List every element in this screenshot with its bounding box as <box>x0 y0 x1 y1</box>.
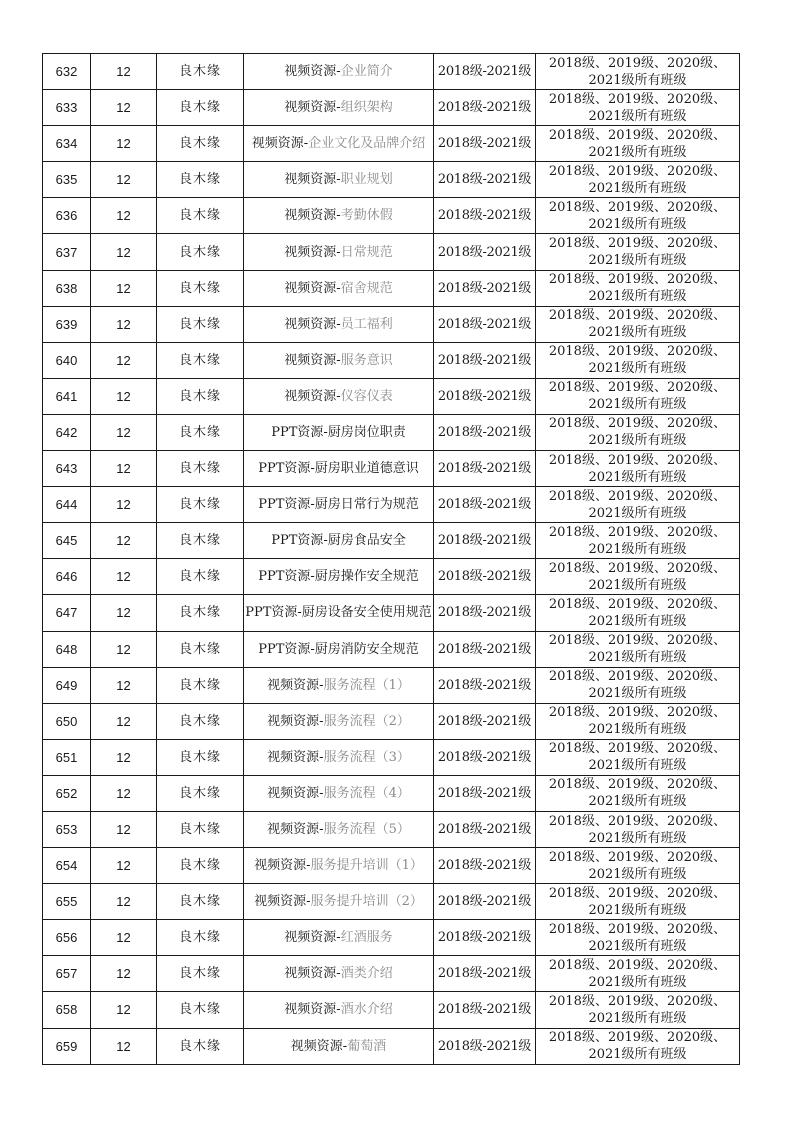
resource-title: 厨房日常行为规范 <box>314 497 419 513</box>
company-cell: 良木缘 <box>157 631 244 667</box>
resource-cell <box>244 270 434 306</box>
resource-cell <box>244 1028 434 1064</box>
company-cell: 良木缘 <box>157 739 244 775</box>
count-cell: 12 <box>91 126 157 162</box>
company-cell: 良木缘 <box>157 378 244 414</box>
grade-range-cell: 2018级-2021级 <box>434 270 536 306</box>
resource-type: 视频资源- <box>284 208 341 224</box>
class-scope-cell: 2018级、2019级、2020级、2021级所有班级 <box>536 631 740 667</box>
row-number: 655 <box>43 884 91 920</box>
table-row <box>43 270 740 306</box>
resource-type: PPT资源- <box>258 641 315 657</box>
resource-type: 视频资源- <box>254 894 311 910</box>
row-number: 658 <box>43 992 91 1028</box>
resource-cell <box>244 992 434 1028</box>
count-cell: 12 <box>91 270 157 306</box>
resource-cell <box>244 306 434 342</box>
grade-range-cell: 2018级-2021级 <box>434 523 536 559</box>
table-row <box>43 487 740 523</box>
class-scope-cell: 2018级、2019级、2020级、2021级所有班级 <box>536 162 740 198</box>
row-number: 643 <box>43 451 91 487</box>
class-scope-cell: 2018级、2019级、2020级、2021级所有班级 <box>536 378 740 414</box>
count-cell: 12 <box>91 414 157 450</box>
table-row <box>43 162 740 198</box>
class-scope-cell: 2018级、2019级、2020级、2021级所有班级 <box>536 920 740 956</box>
table-row <box>43 306 740 342</box>
table-row <box>43 342 740 378</box>
grade-range-cell: 2018级-2021级 <box>434 306 536 342</box>
resource-type: PPT资源- <box>271 424 328 440</box>
row-number: 644 <box>43 487 91 523</box>
company-cell: 良木缘 <box>157 992 244 1028</box>
grade-range-cell: 2018级-2021级 <box>434 414 536 450</box>
table-row <box>43 775 740 811</box>
company-cell: 良木缘 <box>157 956 244 992</box>
class-scope-cell: 2018级、2019级、2020级、2021级所有班级 <box>536 270 740 306</box>
table-row <box>43 1028 740 1064</box>
count-cell: 12 <box>91 54 157 90</box>
grade-range-cell: 2018级-2021级 <box>434 667 536 703</box>
company-cell: 良木缘 <box>157 270 244 306</box>
company-cell: 良木缘 <box>157 775 244 811</box>
class-scope-cell: 2018级、2019级、2020级、2021级所有班级 <box>536 451 740 487</box>
grade-range-cell: 2018级-2021级 <box>434 162 536 198</box>
resource-title: 服务流程（1） <box>323 677 410 693</box>
resource-type: 视频资源- <box>284 1002 341 1018</box>
grade-range-cell: 2018级-2021级 <box>434 775 536 811</box>
count-cell: 12 <box>91 703 157 739</box>
resource-type: 视频资源- <box>290 1038 348 1054</box>
resource-type: PPT资源- <box>271 533 328 549</box>
resource-type: 视频资源- <box>267 677 324 693</box>
class-scope-cell: 2018级、2019级、2020级、2021级所有班级 <box>536 848 740 884</box>
class-scope-cell: 2018级、2019级、2020级、2021级所有班级 <box>536 487 740 523</box>
class-scope-cell: 2018级、2019级、2020级、2021级所有班级 <box>536 667 740 703</box>
row-number: 646 <box>43 559 91 595</box>
class-scope-cell: 2018级、2019级、2020级、2021级所有班级 <box>536 234 740 270</box>
company-cell: 良木缘 <box>157 162 244 198</box>
class-scope-cell: 2018级、2019级、2020级、2021级所有班级 <box>536 523 740 559</box>
class-scope-cell: 2018级、2019级、2020级、2021级所有班级 <box>536 90 740 126</box>
grade-range-cell: 2018级-2021级 <box>434 378 536 414</box>
grade-range-cell: 2018级-2021级 <box>434 739 536 775</box>
class-scope-cell: 2018级、2019级、2020级、2021级所有班级 <box>536 775 740 811</box>
resource-title: 服务提升培训（1） <box>310 858 423 874</box>
company-cell: 良木缘 <box>157 234 244 270</box>
resource-type: 视频资源- <box>284 930 341 946</box>
company-cell: 良木缘 <box>157 306 244 342</box>
row-number: 636 <box>43 198 91 234</box>
company-cell: 良木缘 <box>157 884 244 920</box>
resource-type: 视频资源- <box>267 822 324 838</box>
count-cell: 12 <box>91 342 157 378</box>
table-row <box>43 848 740 884</box>
row-number: 632 <box>43 54 91 90</box>
company-cell: 良木缘 <box>157 1028 244 1064</box>
resource-type: 视频资源- <box>284 100 341 116</box>
count-cell: 12 <box>91 775 157 811</box>
class-scope-cell: 2018级、2019级、2020级、2021级所有班级 <box>536 342 740 378</box>
table-row <box>43 703 740 739</box>
count-cell: 12 <box>91 631 157 667</box>
resource-cell <box>244 775 434 811</box>
company-cell: 良木缘 <box>157 703 244 739</box>
company-cell: 良木缘 <box>157 414 244 450</box>
table-row <box>43 90 740 126</box>
table-row <box>43 378 740 414</box>
count-cell: 12 <box>91 848 157 884</box>
resource-type: 视频资源- <box>267 749 324 765</box>
grade-range-cell: 2018级-2021级 <box>434 126 536 162</box>
grade-range-cell: 2018级-2021级 <box>434 451 536 487</box>
row-number: 639 <box>43 306 91 342</box>
class-scope-cell: 2018级、2019级、2020级、2021级所有班级 <box>536 1028 740 1064</box>
company-cell: 良木缘 <box>157 451 244 487</box>
grade-range-cell: 2018级-2021级 <box>434 54 536 90</box>
table-row <box>43 992 740 1028</box>
class-scope-cell: 2018级、2019级、2020级、2021级所有班级 <box>536 703 740 739</box>
row-number: 657 <box>43 956 91 992</box>
row-number: 640 <box>43 342 91 378</box>
resource-type: 视频资源- <box>267 713 324 729</box>
resource-title: 服务流程（5） <box>323 822 410 838</box>
resource-cell <box>244 595 434 631</box>
resource-title: 厨房职业道德意识 <box>314 461 419 477</box>
company-cell: 良木缘 <box>157 126 244 162</box>
company-cell: 良木缘 <box>157 54 244 90</box>
table-row <box>43 126 740 162</box>
class-scope-cell: 2018级、2019级、2020级、2021级所有班级 <box>536 956 740 992</box>
grade-range-cell: 2018级-2021级 <box>434 992 536 1028</box>
count-cell: 12 <box>91 884 157 920</box>
row-number: 652 <box>43 775 91 811</box>
grade-range-cell: 2018级-2021级 <box>434 342 536 378</box>
row-number: 637 <box>43 234 91 270</box>
resource-type: PPT资源- <box>258 461 315 477</box>
resource-type: 视频资源- <box>284 172 341 188</box>
resource-cell <box>244 451 434 487</box>
class-scope-cell: 2018级、2019级、2020级、2021级所有班级 <box>536 198 740 234</box>
count-cell: 12 <box>91 739 157 775</box>
resource-cell <box>244 811 434 847</box>
row-number: 654 <box>43 848 91 884</box>
resource-cell <box>244 342 434 378</box>
row-number: 645 <box>43 523 91 559</box>
resource-cell <box>244 667 434 703</box>
table-row <box>43 811 740 847</box>
table-row <box>43 523 740 559</box>
resource-title: 葡萄酒 <box>347 1038 387 1054</box>
resource-title: 企业文化及品牌介绍 <box>308 136 426 152</box>
grade-range-cell: 2018级-2021级 <box>434 848 536 884</box>
resource-cell <box>244 378 434 414</box>
resource-title: 考勤休假 <box>340 208 393 224</box>
table-row <box>43 451 740 487</box>
resource-title: 组织架构 <box>340 100 393 116</box>
resource-cell <box>244 848 434 884</box>
table-row <box>43 739 740 775</box>
resource-type: PPT资源- <box>258 497 315 513</box>
row-number: 647 <box>43 595 91 631</box>
grade-range-cell: 2018级-2021级 <box>434 884 536 920</box>
table-row <box>43 956 740 992</box>
resource-title: 厨房消防安全规范 <box>314 641 419 657</box>
company-cell: 良木缘 <box>157 667 244 703</box>
row-number: 653 <box>43 811 91 847</box>
company-cell: 良木缘 <box>157 90 244 126</box>
resource-cell <box>244 414 434 450</box>
count-cell: 12 <box>91 162 157 198</box>
resource-cell <box>244 198 434 234</box>
class-scope-cell: 2018级、2019级、2020级、2021级所有班级 <box>536 559 740 595</box>
resource-title: 厨房岗位职责 <box>327 424 406 440</box>
count-cell: 12 <box>91 559 157 595</box>
resource-title: 职业规划 <box>340 172 393 188</box>
class-scope-cell: 2018级、2019级、2020级、2021级所有班级 <box>536 884 740 920</box>
count-cell: 12 <box>91 595 157 631</box>
resource-cell <box>244 162 434 198</box>
resource-type: 视频资源- <box>284 280 341 296</box>
row-number: 633 <box>43 90 91 126</box>
resource-cell <box>244 126 434 162</box>
class-scope-cell: 2018级、2019级、2020级、2021级所有班级 <box>536 811 740 847</box>
company-cell: 良木缘 <box>157 559 244 595</box>
table-body <box>43 54 740 1065</box>
row-number: 638 <box>43 270 91 306</box>
company-cell: 良木缘 <box>157 198 244 234</box>
resource-type: 视频资源- <box>284 388 341 404</box>
count-cell: 12 <box>91 811 157 847</box>
resource-title: 宿舍规范 <box>340 280 393 296</box>
count-cell: 12 <box>91 523 157 559</box>
resource-cell <box>244 703 434 739</box>
company-cell: 良木缘 <box>157 487 244 523</box>
resource-type: 视频资源- <box>284 316 341 332</box>
count-cell: 12 <box>91 920 157 956</box>
resource-title: 酒类介绍 <box>340 966 393 982</box>
resource-type: 视频资源- <box>284 244 341 260</box>
row-number: 634 <box>43 126 91 162</box>
resource-type: 视频资源- <box>284 64 341 80</box>
company-cell: 良木缘 <box>157 595 244 631</box>
grade-range-cell: 2018级-2021级 <box>434 631 536 667</box>
resource-cell <box>244 956 434 992</box>
resource-title: 员工福利 <box>340 316 393 332</box>
resource-cell <box>244 559 434 595</box>
count-cell: 12 <box>91 956 157 992</box>
row-number: 649 <box>43 667 91 703</box>
table-row <box>43 234 740 270</box>
resource-cell <box>244 884 434 920</box>
table-row <box>43 920 740 956</box>
resource-cell <box>244 920 434 956</box>
table-row <box>43 559 740 595</box>
class-scope-cell: 2018级、2019级、2020级、2021级所有班级 <box>536 306 740 342</box>
resource-cell <box>244 487 434 523</box>
grade-range-cell: 2018级-2021级 <box>434 595 536 631</box>
class-scope-cell: 2018级、2019级、2020级、2021级所有班级 <box>536 992 740 1028</box>
table-row <box>43 595 740 631</box>
grade-range-cell: 2018级-2021级 <box>434 90 536 126</box>
grade-range-cell: 2018级-2021级 <box>434 487 536 523</box>
resource-title: 服务流程（4） <box>323 785 410 801</box>
resource-cell <box>244 739 434 775</box>
row-number: 659 <box>43 1028 91 1064</box>
class-scope-cell: 2018级、2019级、2020级、2021级所有班级 <box>536 739 740 775</box>
company-cell: 良木缘 <box>157 523 244 559</box>
resource-table <box>42 53 740 1065</box>
row-number: 641 <box>43 378 91 414</box>
resource-cell <box>244 54 434 90</box>
grade-range-cell: 2018级-2021级 <box>434 811 536 847</box>
grade-range-cell: 2018级-2021级 <box>434 559 536 595</box>
company-cell: 良木缘 <box>157 811 244 847</box>
resource-cell <box>244 631 434 667</box>
row-number: 656 <box>43 920 91 956</box>
class-scope-cell: 2018级、2019级、2020级、2021级所有班级 <box>536 595 740 631</box>
class-scope-cell: 2018级、2019级、2020级、2021级所有班级 <box>536 414 740 450</box>
resource-cell <box>244 90 434 126</box>
row-number: 650 <box>43 703 91 739</box>
row-number: 648 <box>43 631 91 667</box>
class-scope-cell: 2018级、2019级、2020级、2021级所有班级 <box>536 126 740 162</box>
count-cell: 12 <box>91 378 157 414</box>
resource-type: 视频资源- <box>254 858 311 874</box>
table-row <box>43 884 740 920</box>
grade-range-cell: 2018级-2021级 <box>434 234 536 270</box>
resource-title: 服务流程（2） <box>323 713 410 729</box>
company-cell: 良木缘 <box>157 342 244 378</box>
row-number: 635 <box>43 162 91 198</box>
resource-type: PPT资源- <box>245 605 302 621</box>
table-row <box>43 631 740 667</box>
table-row <box>43 414 740 450</box>
resource-type: 视频资源- <box>284 966 341 982</box>
resource-title: 厨房食品安全 <box>327 533 406 549</box>
grade-range-cell: 2018级-2021级 <box>434 703 536 739</box>
grade-range-cell: 2018级-2021级 <box>434 1028 536 1064</box>
grade-range-cell: 2018级-2021级 <box>434 198 536 234</box>
resource-type: 视频资源- <box>267 785 324 801</box>
resource-title: 服务流程（3） <box>323 749 410 765</box>
class-scope-cell: 2018级、2019级、2020级、2021级所有班级 <box>536 54 740 90</box>
resource-title: 厨房操作安全规范 <box>314 569 419 585</box>
resource-title: 企业简介 <box>340 64 393 80</box>
table-row <box>43 54 740 90</box>
resource-cell <box>244 234 434 270</box>
resource-title: 日常规范 <box>340 244 393 260</box>
row-number: 651 <box>43 739 91 775</box>
company-cell: 良木缘 <box>157 920 244 956</box>
resource-title: 仪容仪表 <box>340 388 393 404</box>
resource-title: 服务提升培训（2） <box>310 894 423 910</box>
table-row <box>43 198 740 234</box>
count-cell: 12 <box>91 451 157 487</box>
count-cell: 12 <box>91 90 157 126</box>
count-cell: 12 <box>91 198 157 234</box>
count-cell: 12 <box>91 234 157 270</box>
resource-type: PPT资源- <box>258 569 315 585</box>
resource-title: 酒水介绍 <box>340 1002 393 1018</box>
resource-cell <box>244 523 434 559</box>
table-row <box>43 667 740 703</box>
company-cell: 良木缘 <box>157 848 244 884</box>
resource-title: 厨房设备安全使用规范 <box>301 605 432 621</box>
resource-title: 红酒服务 <box>340 930 393 946</box>
grade-range-cell: 2018级-2021级 <box>434 956 536 992</box>
row-number: 642 <box>43 414 91 450</box>
resource-title: 服务意识 <box>340 352 393 368</box>
count-cell: 12 <box>91 487 157 523</box>
count-cell: 12 <box>91 992 157 1028</box>
resource-type: 视频资源- <box>284 352 341 368</box>
resource-type: 视频资源- <box>251 136 309 152</box>
grade-range-cell: 2018级-2021级 <box>434 920 536 956</box>
count-cell: 12 <box>91 1028 157 1064</box>
count-cell: 12 <box>91 306 157 342</box>
count-cell: 12 <box>91 667 157 703</box>
